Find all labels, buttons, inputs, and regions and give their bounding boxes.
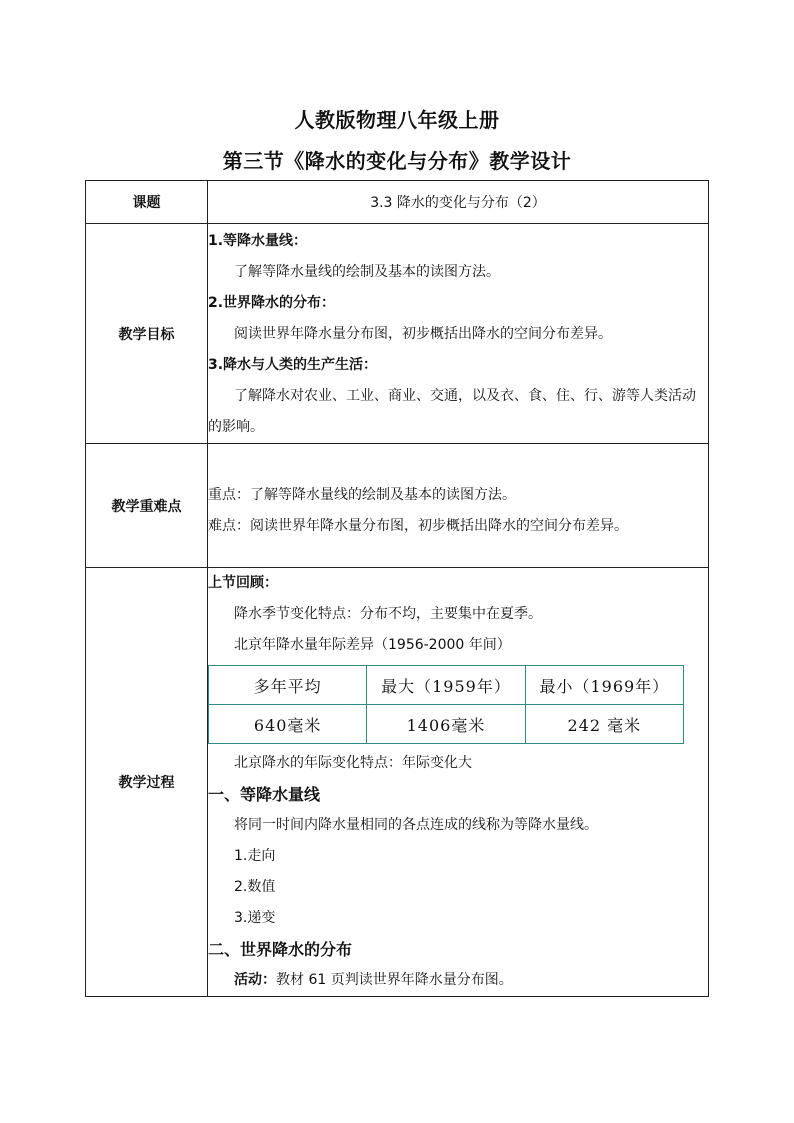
goals-content	[208, 224, 709, 444]
section1-heading: 一、等降水量线	[208, 785, 321, 804]
key-point: 重点：了解等降水量线的绘制及基本的读图方法。	[208, 486, 516, 503]
goal-text-3: 了解降水对农业、工业、商业、交通，以及衣、食、住、行、游等人类活动	[234, 388, 696, 404]
activity-text: 教材 61 页判读世界年降水量分布图。	[276, 972, 513, 988]
activity-line	[208, 965, 708, 996]
rain-value-row	[209, 705, 684, 744]
difficult-point: 难点：阅读世界年降水量分布图，初步概括出降水的空间分布差异。	[208, 517, 628, 534]
beijing-feature: 北京降水的年际变化特点：年际变化大	[234, 755, 472, 771]
document-title: 人教版物理八年级上册	[294, 108, 500, 132]
process-label: 教学过程	[86, 568, 208, 997]
rain-value-max: 1406毫米	[367, 705, 525, 744]
section1-item-1: 1.走向	[234, 848, 276, 864]
table-row-topic	[86, 181, 709, 224]
topic-value: 3.3 降水的变化与分布（2）	[208, 181, 709, 224]
topic-label: 课题	[86, 181, 208, 224]
goal-text-1: 了解等降水量线的绘制及基本的读图方法。	[234, 264, 500, 280]
section1-item-2: 2.数值	[234, 879, 276, 895]
table-row-keypoints	[86, 444, 709, 568]
rain-value-average: 640毫米	[209, 705, 367, 744]
process-content	[208, 568, 709, 997]
keypoints-label: 教学重难点	[86, 444, 208, 568]
goal-heading-3: 3.降水与人类的生产生活：	[208, 357, 378, 373]
rain-header-average: 多年平均	[209, 666, 367, 705]
goal-heading-2: 2.世界降水的分布：	[208, 295, 336, 311]
review-heading: 上节回顾：	[208, 575, 278, 591]
beijing-caption: 北京年降水量年际差异（1956-2000 年间）	[234, 637, 511, 653]
lesson-plan-table	[85, 180, 709, 997]
section1-text: 将同一时间内降水量相同的各点连成的线称为等降水量线。	[234, 817, 598, 833]
goal-heading-1: 1.等降水量线：	[208, 233, 308, 249]
rain-value-min: 242 毫米	[525, 705, 683, 744]
keypoints-content	[208, 444, 709, 568]
table-row-goals	[86, 224, 709, 444]
table-row-process	[86, 568, 709, 997]
lesson-title: 第三节《降水的变化与分布》教学设计	[222, 149, 572, 173]
goal-text-2: 阅读世界年降水量分布图，初步概括出降水的空间分布差异。	[234, 326, 612, 342]
review-text: 降水季节变化特点：分布不均，主要集中在夏季。	[234, 606, 542, 622]
section1-item-3: 3.递变	[234, 910, 276, 926]
rain-header-max: 最大（1959年）	[367, 666, 525, 705]
rain-header-min: 最小（1969年）	[525, 666, 683, 705]
beijing-rainfall-table	[208, 665, 684, 744]
activity-label: 活动：	[234, 972, 276, 988]
section2-heading: 二、世界降水的分布	[208, 940, 353, 959]
goals-label: 教学目标	[86, 224, 208, 444]
goal-text-3-cont: 的影响。	[208, 419, 264, 435]
rain-header-row	[209, 666, 684, 705]
